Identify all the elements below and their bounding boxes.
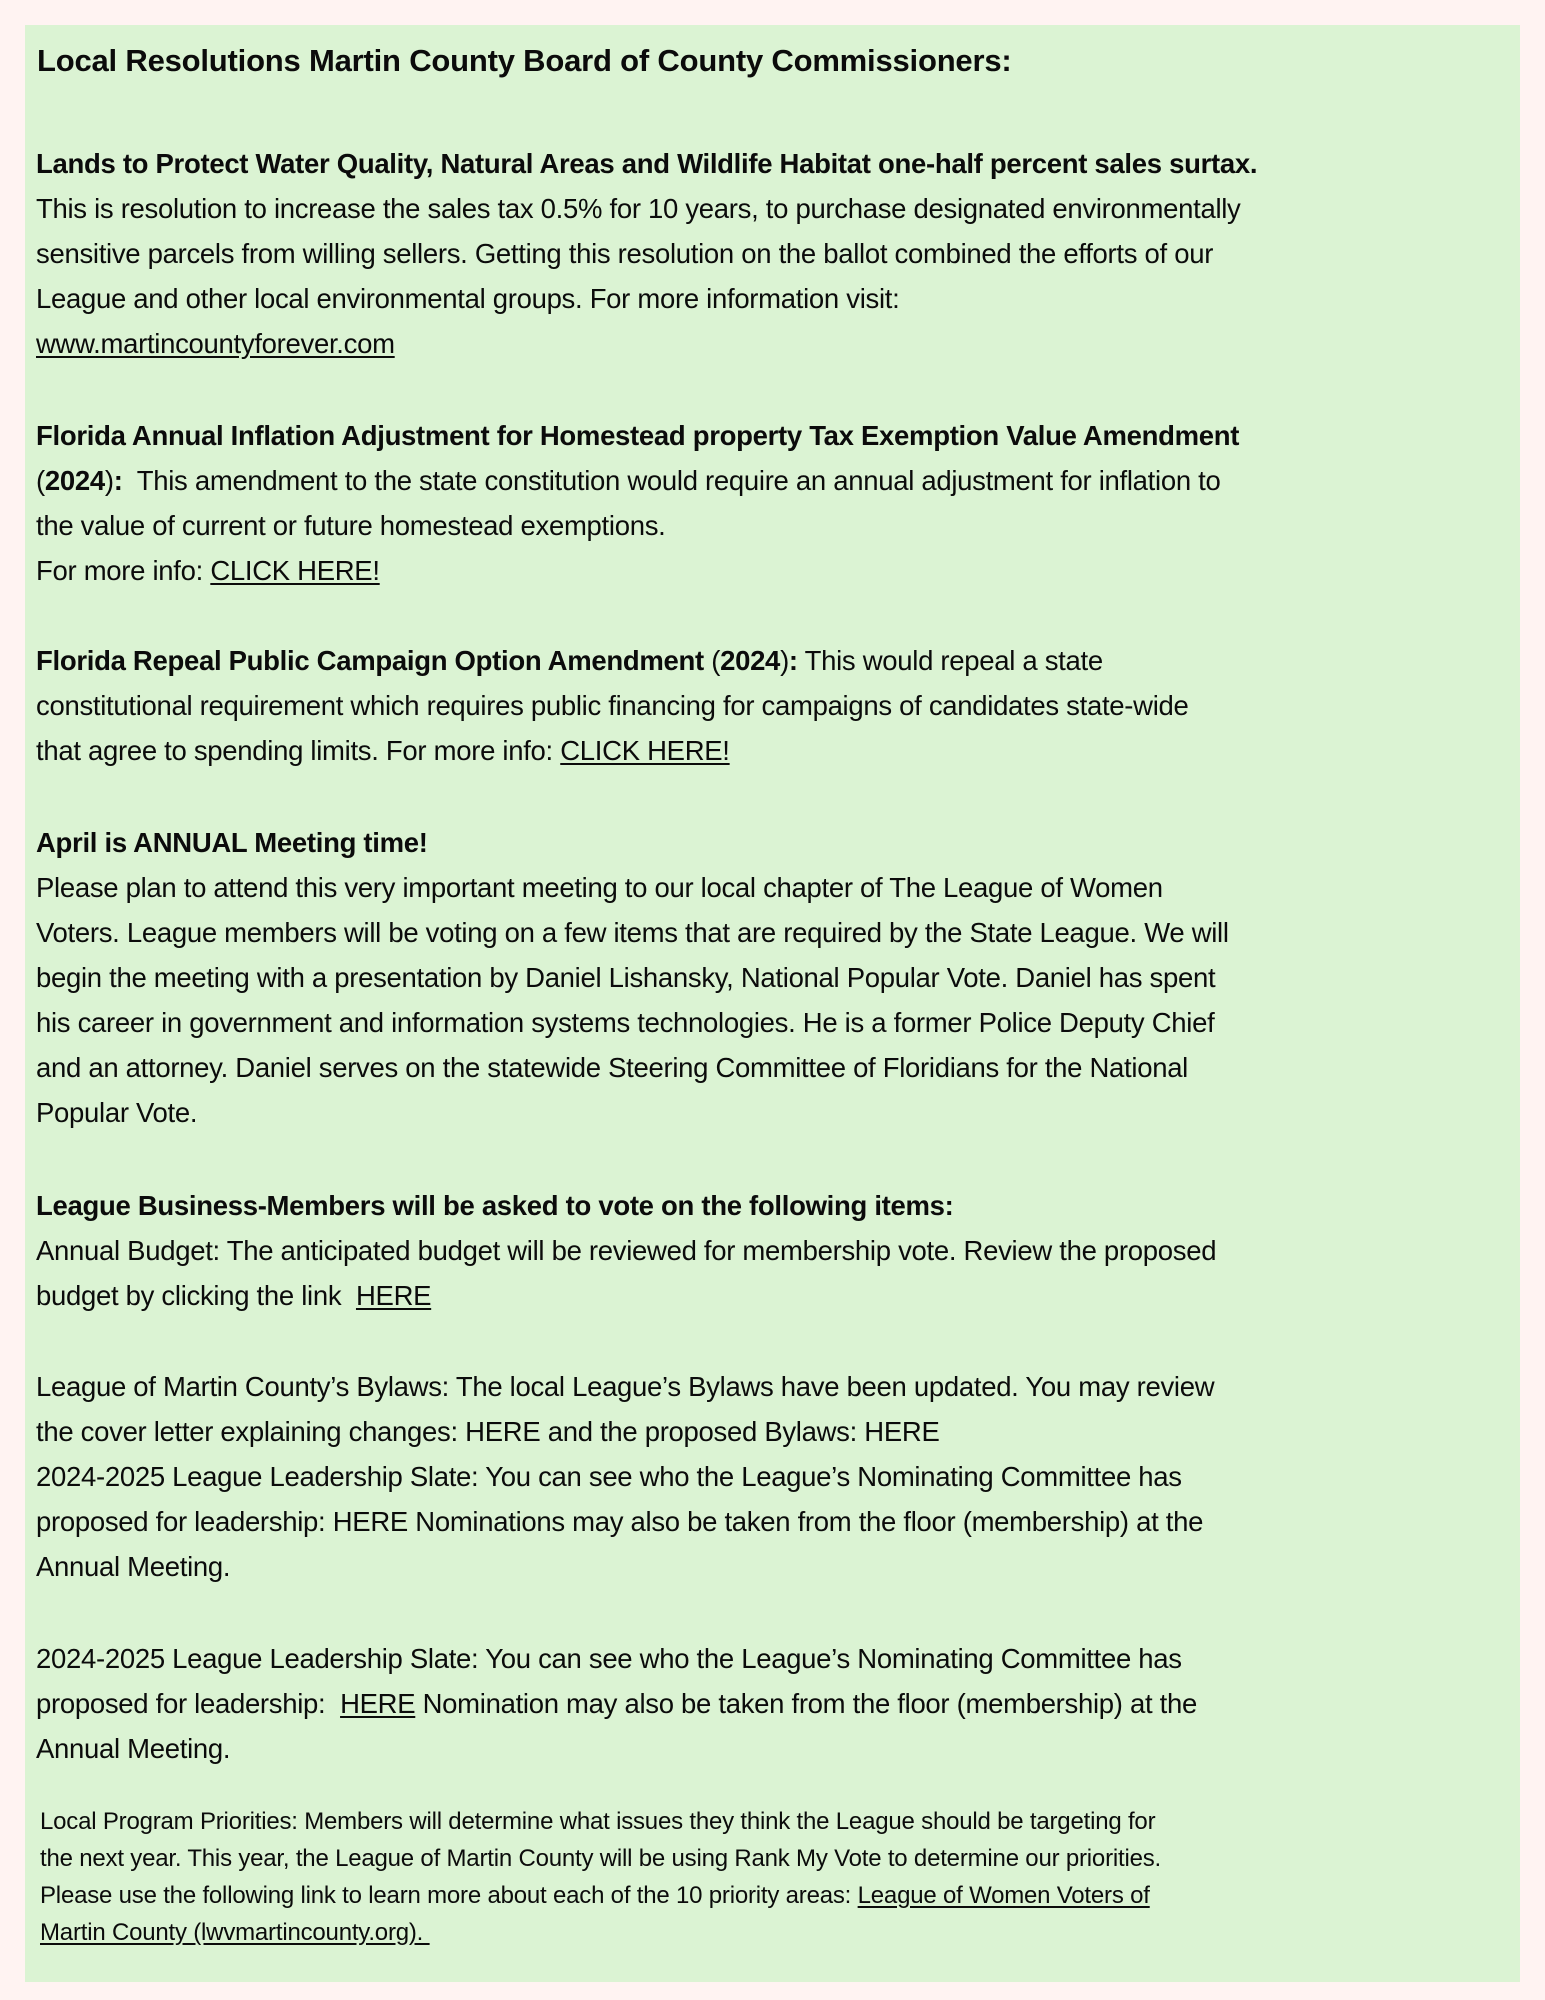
lwv-martin-county-link[interactable]: Martin County (lwvmartincounty.org).	[40, 1919, 430, 1946]
body-line: proposed for leadership: HERE Nominations may also be taken from the floor (membership) at the	[36, 1506, 1204, 1537]
section-heading: Lands to Protect Water Quality, Natural Areas and Wildlife Habitat one-half percent sales surtax.	[36, 148, 1258, 179]
body-line	[36, 321, 1514, 366]
heading-colon: :	[788, 645, 798, 676]
body-line: the cover letter explaining changes: HERE and the proposed Bylaws: HERE	[36, 1416, 940, 1447]
body-line: constitutional requirement which requires public financing for campaigns of candidates state-wide	[36, 690, 1189, 721]
section-heading: Florida Annual Inflation Adjustment for Homestead property Tax Exemption Value Amendment	[36, 420, 1240, 451]
body-line: Annual Meeting.	[36, 1733, 231, 1764]
campaign-click-here-link[interactable]: CLICK HERE!	[560, 735, 730, 766]
body-line: Popular Vote.	[36, 1097, 198, 1128]
body-line	[36, 458, 1514, 503]
content-panel	[25, 25, 1520, 1982]
body-line: Local Program Priorities: Members will determine what issues they think the League should be targeting for	[40, 1808, 1156, 1835]
body-line	[40, 1914, 1510, 1951]
body-line: League of Martin County’s Bylaws: The local League’s Bylaws have been updated. You may review	[36, 1371, 1215, 1402]
body-line: Annual Budget: The anticipated budget will be reviewed for membership vote. Review the proposed	[36, 1235, 1217, 1266]
body-line: League and other local environmental groups. For more information visit:	[36, 283, 900, 314]
page-title: Local Resolutions Martin County Board of County Commissioners:	[37, 43, 1012, 78]
section-heading: League Business-Members will be asked to vote on the following items:	[36, 1190, 954, 1221]
body-line: and an attorney. Daniel serves on the statewide Steering Committee of Floridians for the National	[36, 1052, 1188, 1083]
section-annual-meeting	[36, 820, 1514, 1135]
section-heading: Florida Repeal Public Campaign Option Amendment	[36, 645, 712, 676]
section-sales-surtax	[36, 141, 1514, 366]
section-homestead-amendment	[36, 413, 1514, 593]
body-line: Voters. League members will be voting on a few items that are required by the State League. We will	[36, 917, 1229, 948]
body-text: Nomination may also be taken from the floor (membership) at the	[415, 1688, 1197, 1719]
body-line: begin the meeting with a presentation by Daniel Lishansky, National Popular Vote. Daniel has spent	[36, 962, 1216, 993]
body-text: proposed for leadership:	[36, 1688, 341, 1719]
body-text: This amendment to the state constitution would require an annual adjustment for inflation to	[122, 465, 1221, 496]
year-paren-open: (	[711, 645, 721, 676]
body-text: This would repeal a state	[797, 645, 1103, 676]
section-bylaws	[36, 1364, 1514, 1589]
body-line: 2024-2025 League Leadership Slate: You can see who the League’s Nominating Committee has	[36, 1461, 1182, 1492]
lwv-martin-county-link[interactable]: League of Women Voters of	[857, 1882, 1150, 1909]
section-league-business	[36, 1183, 1514, 1318]
year-paren-open: (	[36, 465, 45, 496]
martincountyforever-link[interactable]: www.martincountyforever.com	[36, 328, 395, 359]
body-line: the next year. This year, the League of Martin County will be using Rank My Vote to determine our priorities.	[40, 1845, 1162, 1872]
year-paren-close: )	[780, 645, 789, 676]
body-text: that agree to spending limits. For more info:	[36, 735, 561, 766]
body-line: Annual Meeting.	[36, 1551, 231, 1582]
body-line	[36, 1273, 1514, 1318]
body-text: Please use the following link to learn more about each of the 10 priority areas:	[40, 1882, 858, 1909]
body-line: Please plan to attend this very important meeting to our local chapter of The League of Women	[36, 872, 1163, 903]
body-text: For more info:	[36, 555, 211, 586]
section-heading: April is ANNUAL Meeting time!	[36, 827, 428, 858]
body-line: This is resolution to increase the sales tax 0.5% for 10 years, to purchase designated environmentally	[36, 193, 1241, 224]
section-campaign-amendment	[36, 638, 1514, 773]
slate-here-link[interactable]: HERE	[340, 1688, 416, 1719]
body-line: 2024-2025 League Leadership Slate: You can see who the League’s Nominating Committee has	[36, 1643, 1182, 1674]
budget-here-link[interactable]: HERE	[355, 1280, 432, 1311]
year-paren-close: )	[104, 465, 114, 496]
year-label: 2024	[44, 465, 105, 496]
heading-colon: :	[113, 465, 123, 496]
section-program-priorities	[40, 1803, 1510, 1951]
section-leadership-slate	[36, 1636, 1514, 1771]
homestead-click-here-link[interactable]: CLICK HERE!	[210, 555, 380, 586]
body-text: budget by clicking the link	[36, 1280, 356, 1311]
body-line	[36, 728, 1514, 773]
body-line: sensitive parcels from willing sellers. Getting this resolution on the ballot combined the efforts of our	[36, 238, 1214, 269]
year-label: 2024	[720, 645, 781, 676]
body-line: the value of current or future homestead exemptions.	[36, 510, 666, 541]
body-line	[36, 638, 1514, 683]
body-line: his career in government and information systems technologies. He is a former Police Deputy Chief	[36, 1007, 1215, 1038]
body-line	[36, 1681, 1514, 1726]
body-line	[40, 1877, 1510, 1914]
body-line	[36, 548, 1514, 593]
